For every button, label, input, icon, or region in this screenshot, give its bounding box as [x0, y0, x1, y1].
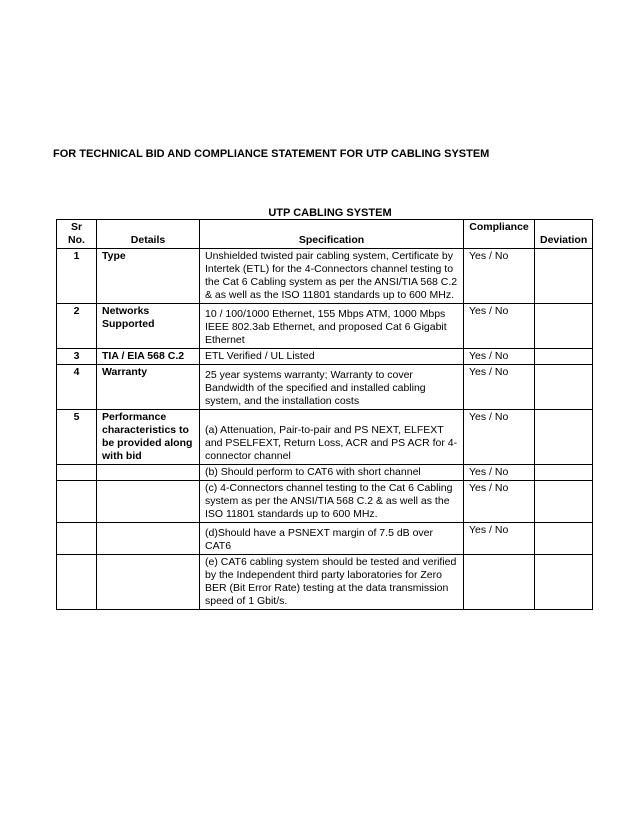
table-header-row	[57, 220, 593, 249]
row-compliance: Yes / No	[464, 465, 535, 481]
row-details: Type	[97, 249, 200, 304]
row-specification: (c) 4-Connectors channel testing to the Cat 6 Cabling system as per the ANSI/TIA 568 C.2 & as well as the ISO 11801 standards up to 600 MHz.	[200, 481, 464, 523]
compliance-table	[56, 219, 593, 610]
row-compliance	[464, 555, 535, 610]
row-details: Performance characteristics to be provided along with bid	[97, 410, 200, 465]
row-specification: Unshielded twisted pair cabling system, Certificate by Intertek (ETL) for the 4-Connectors channel testing to the Cat 6 Cabling system as per the ANSI/TIA 568 C.2 & as well as the ISO 11801 standards up to 600 MHz.	[200, 249, 464, 304]
row-specification: (e) CAT6 cabling system should be tested and verified by the Independent third party laboratories for Zero BER (Bit Error Rate) testing at the data transmission speed of 1 Gbit/s.	[200, 555, 464, 610]
row-details: TIA / EIA 568 C.2	[97, 349, 200, 365]
row-compliance: Yes / No	[464, 481, 535, 523]
row-specification: (b) Should perform to CAT6 with short channel	[200, 465, 464, 481]
row-compliance: Yes / No	[464, 349, 535, 365]
header-compliance: Compliance	[464, 220, 535, 249]
row-deviation[interactable]	[535, 304, 593, 349]
row-details	[97, 523, 200, 555]
table-row	[57, 349, 593, 365]
row-sr-no	[57, 555, 97, 610]
header-specification: Specification	[200, 220, 464, 249]
table-title: UTP CABLING SYSTEM	[268, 207, 392, 219]
header-details: Details	[97, 220, 200, 249]
row-compliance: Yes / No	[464, 523, 535, 555]
table-row	[57, 523, 593, 555]
row-details	[97, 481, 200, 523]
row-compliance: Yes / No	[464, 249, 535, 304]
row-compliance: Yes / No	[464, 365, 535, 410]
row-compliance: Yes / No	[464, 304, 535, 349]
table-row	[57, 304, 593, 349]
table-row	[57, 410, 593, 465]
row-deviation[interactable]	[535, 365, 593, 410]
row-deviation[interactable]	[535, 523, 593, 555]
row-details	[97, 465, 200, 481]
row-specification: 10 / 100/1000 Ethernet, 155 Mbps ATM, 1000 Mbps IEEE 802.3ab Ethernet, and proposed Cat 6 Gigabit Ethernet	[200, 304, 464, 349]
header-deviation: Deviation	[535, 220, 593, 249]
row-sr-no: 2	[57, 304, 97, 349]
table-row	[57, 555, 593, 610]
row-details: Warranty	[97, 365, 200, 410]
row-specification: 25 year systems warranty; Warranty to cover Bandwidth of the specified and installed cabling system, and the installation costs	[200, 365, 464, 410]
row-deviation[interactable]	[535, 555, 593, 610]
table-row	[57, 365, 593, 410]
row-compliance: Yes / No	[464, 410, 535, 465]
row-sr-no	[57, 465, 97, 481]
row-specification: ETL Verified / UL Listed	[200, 349, 464, 365]
row-deviation[interactable]	[535, 410, 593, 465]
row-deviation[interactable]	[535, 481, 593, 523]
row-deviation[interactable]	[535, 349, 593, 365]
row-details	[97, 555, 200, 610]
document-heading: FOR TECHNICAL BID AND COMPLIANCE STATEMENT FOR UTP CABLING SYSTEM	[53, 148, 490, 160]
row-sr-no: 5	[57, 410, 97, 465]
row-sr-no: 3	[57, 349, 97, 365]
table-row	[57, 465, 593, 481]
row-specification: (d)Should have a PSNEXT margin of 7.5 dB over CAT6	[200, 523, 464, 555]
row-sr-no: 4	[57, 365, 97, 410]
row-details: Networks Supported	[97, 304, 200, 349]
table-row	[57, 249, 593, 304]
table-row	[57, 481, 593, 523]
row-sr-no: 1	[57, 249, 97, 304]
row-deviation[interactable]	[535, 465, 593, 481]
row-deviation[interactable]	[535, 249, 593, 304]
row-specification: (a) Attenuation, Pair-to-pair and PS NEXT, ELFEXT and PSELFEXT, Return Loss, ACR and PS ACR for 4-connector channel	[200, 410, 464, 465]
row-sr-no	[57, 481, 97, 523]
header-sr-no: Sr No.	[57, 220, 97, 249]
row-sr-no	[57, 523, 97, 555]
